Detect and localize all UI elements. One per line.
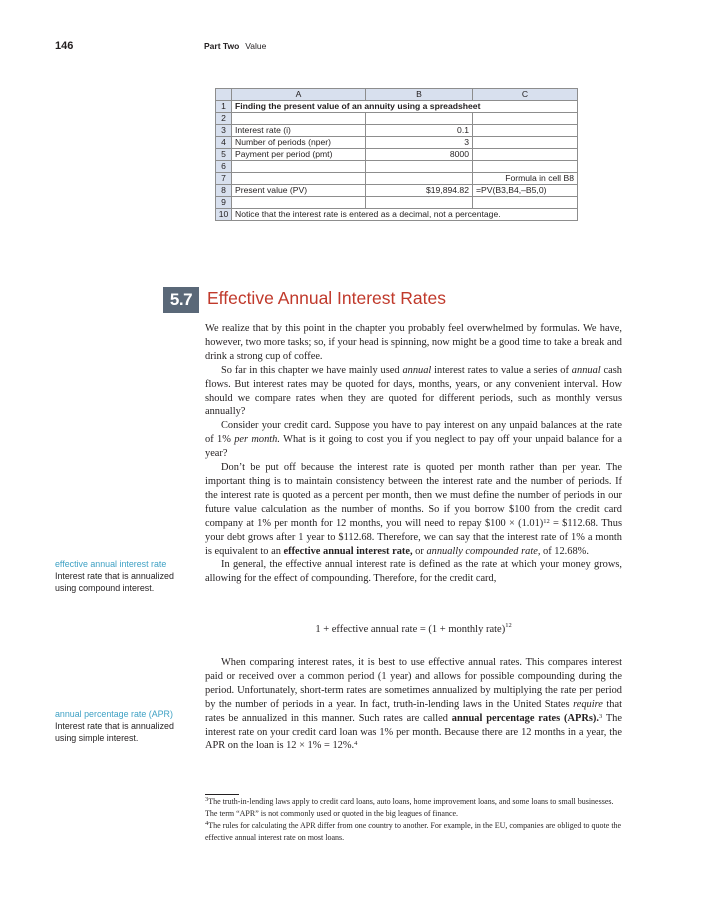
cell-b6 [366, 161, 473, 173]
footnotes [205, 796, 622, 844]
spreadsheet-row [216, 113, 578, 125]
row-number: 4 [216, 137, 232, 149]
footnote-rule [205, 794, 239, 795]
cell-a7 [232, 173, 366, 185]
running-head-section: Value [245, 41, 267, 51]
page-number: 146 [55, 40, 74, 52]
spreadsheet-row [216, 125, 578, 137]
equation: 1 + effective annual rate = (1 + monthly rate)$^{12}$ [315, 622, 512, 635]
margin-note-apr [55, 708, 195, 744]
cell-b7 [366, 173, 473, 185]
cell-c8: =PV(B3,B4,–B5,0) [473, 185, 578, 197]
sheet-note-cell: Notice that the interest rate is entered as a decimal, not a percentage. [232, 209, 578, 221]
cell-c2 [473, 113, 578, 125]
paragraph: When comparing interest rates, it is best to use effective annual rates. This compares interest paid or received over a common period (1 year) and allows for possible compounding during the period. Unfortunately, short-term rates are sometimes annualized by multiplying the rate per period by the number of periods in a year. In fact, truth-in-lending laws in the United States require that rates be annualized in this manner. Such rates are called annual percentage rates (APRs).$^3$ The interest rate on your credit card loan was 1% per month. Because there are 12 months in a year, the APR on the loan is 12 × 1% = 12%.$^4$ [205, 657, 622, 752]
cell-a4: Number of periods (nper) [232, 137, 366, 149]
cell-a3: Interest rate (i) [232, 125, 366, 137]
spreadsheet-row [216, 185, 578, 197]
row-number: 6 [216, 161, 232, 173]
cell-a9 [232, 197, 366, 209]
column-header-a: A [232, 89, 366, 101]
paragraph: So far in this chapter we have mainly used annual interest rates to value a series of annual cash flows. But interest rates may be quoted for days, months, years, or any convenient interval. How should we compare rates when they are quoted for different periods, such as monthly versus annually? [205, 364, 622, 418]
sheet-title-cell: Finding the present value of an annuity using a spreadsheet [232, 101, 578, 113]
cell-a6 [232, 161, 366, 173]
cell-b9 [366, 197, 473, 209]
cell-a5: Payment per period (pmt) [232, 149, 366, 161]
paragraph: Consider your credit card. Suppose you have to pay interest on any unpaid balances at the rate of 1% per month. What is it going to cost you if you neglect to pay off your unpaid balance for a year? [205, 420, 623, 460]
spreadsheet-row [216, 197, 578, 209]
margin-note-term: annual percentage rate (APR) [55, 709, 173, 719]
margin-note-definition: Interest rate that is annualized using compound interest. [55, 571, 174, 593]
spreadsheet-row [216, 149, 578, 161]
body-text-block-1 [205, 322, 622, 586]
row-number: 8 [216, 185, 232, 197]
running-head [204, 41, 266, 51]
margin-note-effective-rate [55, 558, 195, 594]
body-text-block-2 [205, 656, 622, 753]
cell-c3 [473, 125, 578, 137]
spreadsheet-row [216, 161, 578, 173]
corner-cell [216, 89, 232, 101]
cell-a2 [232, 113, 366, 125]
cell-b2 [366, 113, 473, 125]
paragraph: We realize that by this point in the chapter you probably feel overwhelmed by formulas. We have, however, two more tasks; so, if your head is spinning, now might be a good time to take a break and drink a strong cup of coffee. [205, 323, 622, 362]
spreadsheet-row [216, 137, 578, 149]
key-term-apr: annual percentage rates (APRs). [451, 712, 599, 724]
cell-c4 [473, 137, 578, 149]
cell-c9 [473, 197, 578, 209]
cell-c5 [473, 149, 578, 161]
spreadsheet-header-row [216, 89, 578, 101]
row-number: 5 [216, 149, 232, 161]
spreadsheet-row [216, 173, 578, 185]
section-number-badge: 5.7 [163, 287, 199, 313]
cell-c6 [473, 161, 578, 173]
footnote: $^3$The truth-in-lending laws apply to credit card loans, auto loans, home improvement loans, and some loans to small businesses. The term “APR” is not commonly used or quoted in the big leagues of finance. [205, 796, 614, 818]
cell-b5: 8000 [366, 149, 473, 161]
cell-b3: 0.1 [366, 125, 473, 137]
column-header-c: C [473, 89, 578, 101]
row-number: 7 [216, 173, 232, 185]
footnote-ref-4: 4 [354, 740, 358, 748]
spreadsheet-row [216, 101, 578, 113]
margin-note-term: effective annual interest rate [55, 559, 167, 569]
paragraph: In general, the effective annual interest rate is defined as the rate at which your money grows, allowing for the effect of compounding. Therefore, for the credit card, [205, 559, 622, 585]
cell-c7: Formula in cell B8 [473, 173, 578, 185]
cell-b8: $19,894.82 [366, 185, 473, 197]
row-number: 2 [216, 113, 232, 125]
section-title: Effective Annual Interest Rates [207, 288, 446, 308]
cell-b4: 3 [366, 137, 473, 149]
column-header-b: B [366, 89, 473, 101]
running-head-part: Part Two [204, 41, 240, 51]
row-number: 10 [216, 209, 232, 221]
paragraph: Don’t be put off because the interest rate is quoted per month rather than per year. The important thing is to maintain consistency between the interest rate and the number of periods. If the interest rate is quoted as a percent per month, then we must define the number of periods in our future value calculation as the number of months. So if you borrow $100 from the credit card company at 1% per month for 12 months, you will need to repay $100 × $(1.01)^{12}$ = $112.68. Thus your debt grows after 1 year to $112.68. Therefore, we can say that the interest rate of 1% a month is equivalent to an effective annual interest rate, or annually compounded rate, of 12.68%. [205, 462, 622, 557]
cell-a8: Present value (PV) [232, 185, 366, 197]
margin-note-definition: Interest rate that is annualized using simple interest. [55, 721, 174, 743]
row-number: 1 [216, 101, 232, 113]
row-number: 3 [216, 125, 232, 137]
footnote-ref-3: 3 [598, 712, 603, 720]
spreadsheet-table [215, 88, 578, 221]
footnote: $^4$The rules for calculating the APR differ from one country to another. For example, in the EU, companies are obliged to quote the effective annual interest rate on most loans. [205, 820, 622, 842]
key-term-effective-annual-rate: effective annual interest rate, [283, 545, 413, 557]
row-number: 9 [216, 197, 232, 209]
spreadsheet-row [216, 209, 578, 221]
